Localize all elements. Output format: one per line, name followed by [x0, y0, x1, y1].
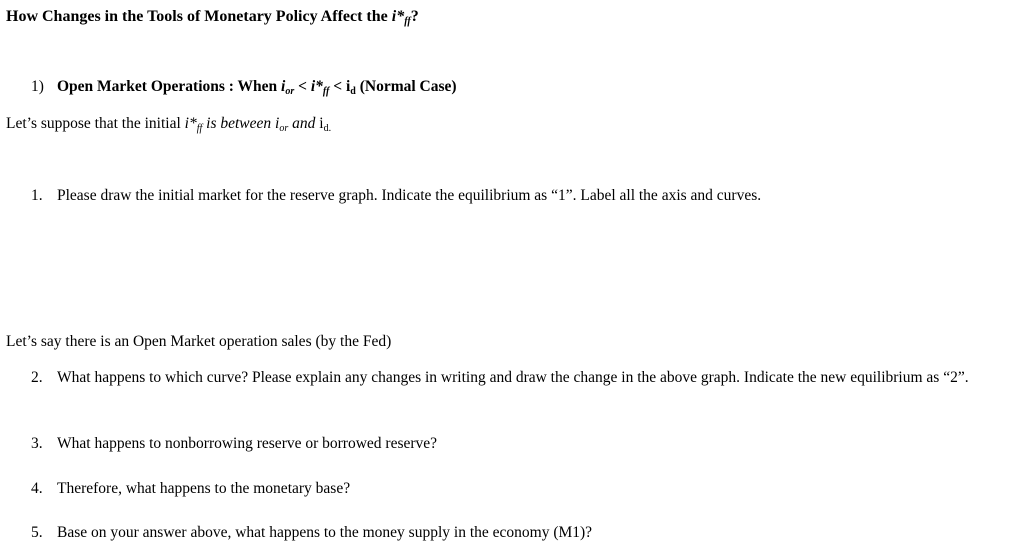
question-2: [31, 369, 1021, 388]
question-1-number: 1.: [31, 187, 43, 204]
question-3-number: 3.: [31, 435, 43, 452]
intro-i-or: $i_{or}$: [275, 115, 289, 134]
question-1-text: Please draw the initial market for the reserve graph. Indicate the equilibrium as “1”. Label all the axis and curves.: [57, 187, 762, 204]
i-ff-symbol: $i*_{ff}$: [310, 78, 330, 97]
less-than-1: <: [294, 78, 311, 95]
title-prefix: How Changes in the Tools of Monetary Policy Affect the: [6, 8, 392, 25]
question-4: [31, 480, 350, 499]
intro-text: [6, 115, 331, 134]
section-heading: [31, 78, 457, 97]
scenario-text: Let’s say there is an Open Market operation sales (by the Fed): [6, 333, 392, 350]
question-3-text: What happens to nonborrowing reserve or borrowed reserve?: [57, 435, 438, 452]
question-2-text: What happens to which curve? Please explain any changes in writing and draw the change in the above graph. Indicate the new equilibrium as “2”.: [57, 369, 969, 386]
i-d-symbol: $i_d$: [345, 78, 356, 97]
title-suffix: ?: [410, 8, 419, 25]
intro-and: and: [288, 115, 320, 132]
question-2-number: 2.: [31, 369, 43, 386]
question-1: [31, 187, 761, 206]
intro-middle: is between: [202, 115, 276, 132]
intro-i-d: $i_{d.}$: [319, 115, 332, 134]
question-5-number: 5.: [31, 524, 43, 541]
question-4-number: 4.: [31, 480, 43, 497]
title-variable: $i*_{ff}$: [391, 8, 411, 27]
intro-prefix: Let’s suppose that the initial: [6, 115, 185, 132]
question-5-text: Base on your answer above, what happens to the money supply in the economy (M1)?: [57, 524, 593, 541]
i-or-symbol: $i_{or}$: [281, 78, 295, 97]
page-title: [6, 7, 419, 26]
intro-i-ff: $i*_{ff}$: [184, 115, 203, 134]
section-case: (Normal Case): [355, 78, 457, 95]
question-5: [31, 524, 592, 543]
less-than-2: <: [329, 78, 346, 95]
question-4-text: Therefore, what happens to the monetary base?: [57, 480, 351, 497]
section-label: Open Market Operations : When: [57, 78, 282, 95]
question-3: [31, 435, 437, 454]
section-number: 1): [31, 78, 44, 95]
